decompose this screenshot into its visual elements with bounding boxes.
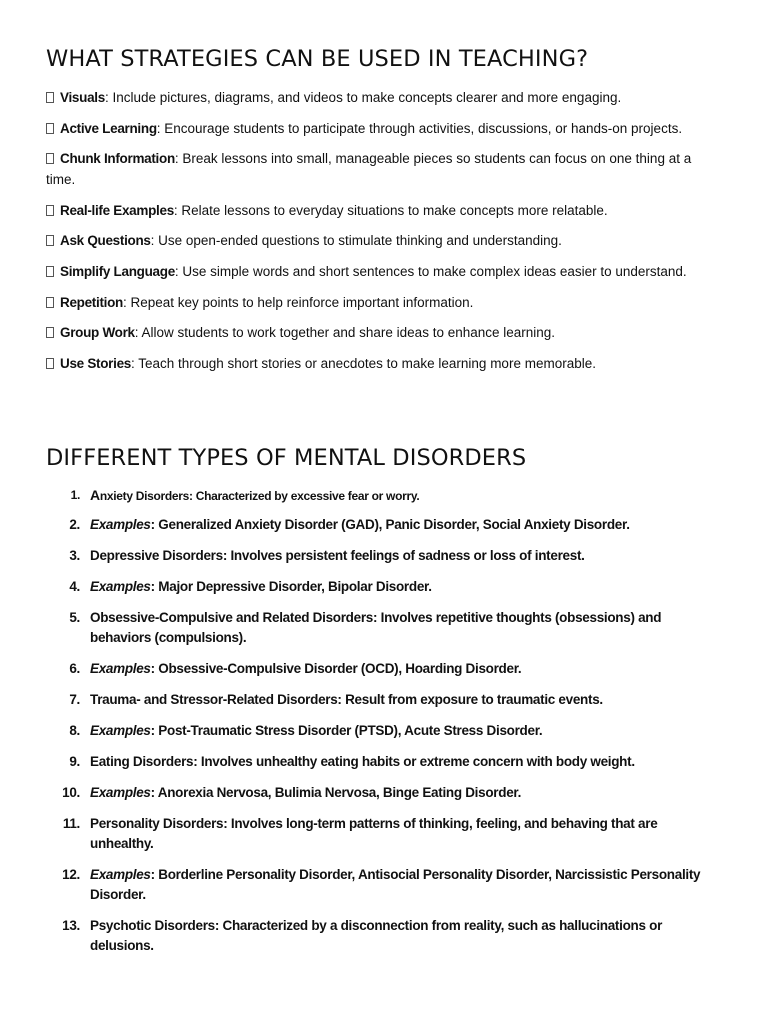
item-text: Obsessive-Compulsive and Related Disorders: Involves repetitive thoughts (obsessions) and behaviors (compulsions). <box>90 610 662 645</box>
strategy-term: Use Stories <box>60 355 131 371</box>
examples-label: Examples <box>90 661 151 676</box>
list-item <box>46 752 706 772</box>
item-text: : Generalized Anxiety Disorder (GAD), Panic Disorder, Social Anxiety Disorder. <box>150 517 630 532</box>
item-number: 2. <box>69 517 80 532</box>
examples-label: Examples <box>90 723 151 738</box>
strategy-term: Active Learning <box>60 120 157 136</box>
list-item <box>46 200 706 221</box>
item-number: 8. <box>69 723 80 738</box>
item-text: : Anorexia Nervosa, Bulimia Nervosa, Binge Eating Disorder. <box>150 785 522 800</box>
examples-label: Examples <box>90 579 151 594</box>
list-item <box>46 353 706 374</box>
disorders-list <box>46 485 706 967</box>
item-text: nxiety Disorders: Characterized by excessive fear or worry. <box>99 489 420 503</box>
examples-label: Examples <box>90 785 151 800</box>
strategy-term: Chunk Information <box>60 151 175 167</box>
missing-glyph-icon <box>46 297 54 308</box>
missing-glyph-icon <box>46 266 54 277</box>
strategy-term: Group Work <box>60 325 135 341</box>
missing-glyph-icon <box>46 153 54 164</box>
missing-glyph-icon <box>46 327 54 338</box>
strategy-description: : Include pictures, diagrams, and videos to make concepts clearer and more engaging. <box>104 90 622 105</box>
strategy-description: : Allow students to work together and share ideas to enhance learning. <box>134 325 556 341</box>
examples-label: Examples <box>90 867 151 882</box>
item-text: : Obsessive-Compulsive Disorder (OCD), Hoarding Disorder. <box>150 661 522 676</box>
strategy-description: : Relate lessons to everyday situations to make concepts more relatable. <box>173 202 608 218</box>
item-text: : Major Depressive Disorder, Bipolar Disorder. <box>150 579 432 594</box>
list-item <box>46 292 706 313</box>
strategy-description: : Teach through short stories or anecdotes to make learning more memorable. <box>130 355 596 371</box>
missing-glyph-icon <box>46 205 54 216</box>
strategy-description: : Use simple words and short sentences to make complex ideas easier to understand. <box>174 263 687 279</box>
item-number: 4. <box>69 579 80 594</box>
item-initial: A <box>90 487 100 503</box>
strategy-term: Visuals <box>60 90 105 105</box>
missing-glyph-icon <box>46 358 54 369</box>
list-item <box>46 865 706 905</box>
item-number: 5. <box>69 610 80 625</box>
item-number: 3. <box>69 548 80 563</box>
list-item <box>46 118 706 139</box>
missing-glyph-icon <box>46 123 54 134</box>
item-text: Personality Disorders: Involves long-term patterns of thinking, feeling, and behaving that are unhealthy. <box>90 816 658 851</box>
item-number: 10. <box>62 785 80 800</box>
list-item <box>46 261 706 282</box>
item-text: Trauma- and Stressor-Related Disorders: Result from exposure to traumatic events. <box>90 692 603 707</box>
item-number: 9. <box>69 754 80 769</box>
list-item <box>46 608 706 648</box>
list-item <box>46 87 706 108</box>
item-number: 11. <box>62 816 80 831</box>
list-item <box>46 814 706 854</box>
item-text: Depressive Disorders: Involves persistent feelings of sadness or loss of interest. <box>90 548 585 563</box>
list-item <box>46 721 706 741</box>
item-text: Psychotic Disorders: Characterized by a disconnection from reality, such as hallucinations or delusions. <box>90 918 663 953</box>
list-item <box>46 916 706 956</box>
list-item <box>46 230 706 251</box>
list-item <box>46 485 706 506</box>
list-item <box>46 577 706 597</box>
missing-glyph-icon <box>46 235 54 246</box>
strategy-term: Ask Questions <box>60 233 151 249</box>
item-text: : Borderline Personality Disorder, Antisocial Personality Disorder, Narcissistic Personality Disorder. <box>90 867 701 902</box>
list-item <box>46 148 706 190</box>
strategy-term: Repetition <box>60 294 123 310</box>
item-number: 12. <box>62 867 80 882</box>
missing-glyph-icon <box>46 92 54 103</box>
list-item <box>46 322 706 343</box>
disorders-heading: DIFFERENT TYPES OF MENTAL DISORDERS <box>46 445 527 471</box>
item-number: 7. <box>69 692 80 707</box>
list-item <box>46 546 706 566</box>
strategy-description: : Encourage students to participate through activities, discussions, or hands-on projects. <box>156 120 683 136</box>
strategy-term: Real-life Examples <box>60 202 174 218</box>
item-number: 1. <box>70 488 80 502</box>
strategy-description: : Break lessons into small, manageable pieces so students can focus on one thing at a time. <box>46 151 692 188</box>
strategy-description: : Use open-ended questions to stimulate thinking and understanding. <box>150 233 562 249</box>
strategy-term: Simplify Language <box>60 263 175 279</box>
list-item <box>46 690 706 710</box>
item-number: 6. <box>69 661 80 676</box>
strategy-description: : Repeat key points to help reinforce important information. <box>123 294 474 310</box>
list-item <box>46 515 706 535</box>
item-number: 13. <box>62 918 80 933</box>
item-text: : Post-Traumatic Stress Disorder (PTSD), Acute Stress Disorder. <box>150 723 543 738</box>
list-item <box>46 659 706 679</box>
item-text: Eating Disorders: Involves unhealthy eating habits or extreme concern with body weight. <box>90 754 635 769</box>
strategies-list <box>46 87 706 383</box>
list-item <box>46 783 706 803</box>
strategies-heading: WHAT STRATEGIES CAN BE USED IN TEACHING? <box>46 46 589 72</box>
examples-label: Examples <box>90 517 151 532</box>
